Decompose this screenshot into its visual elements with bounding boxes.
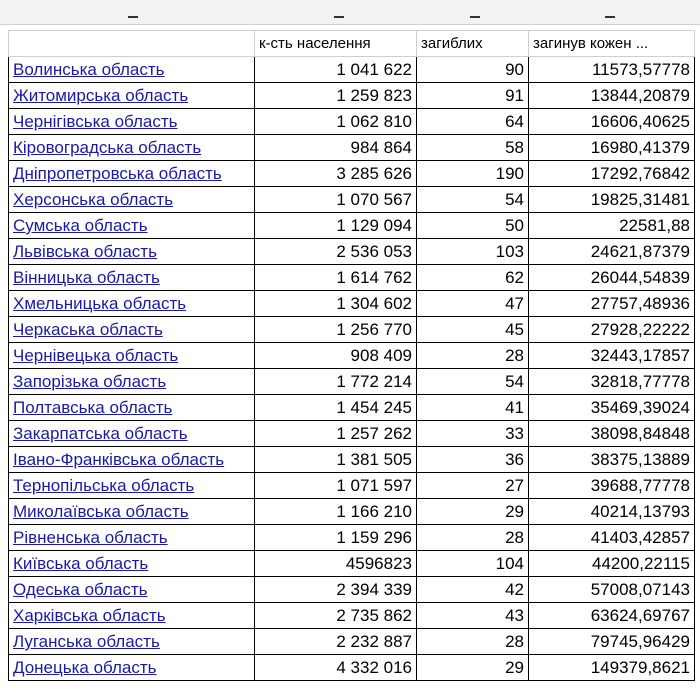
population-cell[interactable]: 1 062 810 xyxy=(255,109,417,135)
ratio-cell[interactable]: 27928,22222 xyxy=(529,317,695,343)
ratio-cell[interactable]: 11573,57778 xyxy=(529,57,695,83)
population-cell[interactable]: 2 536 053 xyxy=(255,239,417,265)
population-cell[interactable]: 1 166 210 xyxy=(255,499,417,525)
column-marker xyxy=(334,16,344,18)
region-link[interactable]: Львівська область xyxy=(9,239,255,265)
deaths-cell[interactable]: 54 xyxy=(417,369,529,395)
deaths-cell[interactable]: 43 xyxy=(417,603,529,629)
column-marker xyxy=(605,16,615,18)
region-link[interactable]: Миколаївська область xyxy=(9,499,255,525)
ratio-cell[interactable]: 27757,48936 xyxy=(529,291,695,317)
ratio-cell[interactable]: 22581,88 xyxy=(529,213,695,239)
population-cell[interactable]: 908 409 xyxy=(255,343,417,369)
ratio-cell[interactable]: 32443,17857 xyxy=(529,343,695,369)
population-cell[interactable]: 2 735 862 xyxy=(255,603,417,629)
ratio-cell[interactable]: 79745,96429 xyxy=(529,629,695,655)
table-row xyxy=(9,291,695,317)
table-row xyxy=(9,655,695,681)
ratio-cell[interactable]: 26044,54839 xyxy=(529,265,695,291)
deaths-cell[interactable]: 50 xyxy=(417,213,529,239)
table-row xyxy=(9,343,695,369)
population-cell[interactable]: 4 332 016 xyxy=(255,655,417,681)
table-row xyxy=(9,421,695,447)
table-row xyxy=(9,447,695,473)
table-row xyxy=(9,109,695,135)
deaths-cell[interactable]: 54 xyxy=(417,187,529,213)
deaths-cell[interactable]: 190 xyxy=(417,161,529,187)
deaths-cell[interactable]: 29 xyxy=(417,655,529,681)
table-row xyxy=(9,551,695,577)
table-row xyxy=(9,395,695,421)
ratio-cell[interactable]: 40214,13793 xyxy=(529,499,695,525)
population-cell[interactable]: 1 070 567 xyxy=(255,187,417,213)
table-row xyxy=(9,317,695,343)
deaths-cell[interactable]: 64 xyxy=(417,109,529,135)
region-link[interactable]: Київська область xyxy=(9,551,255,577)
deaths-cell[interactable]: 103 xyxy=(417,239,529,265)
region-link[interactable]: Тернопільська область xyxy=(9,473,255,499)
ratio-cell[interactable]: 38098,84848 xyxy=(529,421,695,447)
region-link[interactable]: Донецька область xyxy=(9,655,255,681)
deaths-cell[interactable]: 27 xyxy=(417,473,529,499)
table-row xyxy=(9,239,695,265)
table-row xyxy=(9,473,695,499)
region-link[interactable]: Полтавська область xyxy=(9,395,255,421)
header-ratio[interactable]: загинув кожен ... xyxy=(529,31,695,57)
population-cell[interactable]: 4596823 xyxy=(255,551,417,577)
region-link[interactable]: Вінницька область xyxy=(9,265,255,291)
table-row xyxy=(9,629,695,655)
ratio-cell[interactable]: 19825,31481 xyxy=(529,187,695,213)
table-row xyxy=(9,161,695,187)
ratio-cell[interactable]: 16606,40625 xyxy=(529,109,695,135)
deaths-cell[interactable]: 41 xyxy=(417,395,529,421)
deaths-cell[interactable]: 58 xyxy=(417,135,529,161)
region-link[interactable]: Чернівецька область xyxy=(9,343,255,369)
column-header-strip xyxy=(0,0,700,25)
population-cell[interactable]: 1 454 245 xyxy=(255,395,417,421)
header-population[interactable]: к-сть населення xyxy=(255,31,417,57)
population-cell[interactable]: 1 614 762 xyxy=(255,265,417,291)
ratio-cell[interactable]: 44200,22115 xyxy=(529,551,695,577)
population-cell[interactable]: 1 129 094 xyxy=(255,213,417,239)
population-cell[interactable]: 1 772 214 xyxy=(255,369,417,395)
ratio-cell[interactable]: 24621,87379 xyxy=(529,239,695,265)
population-cell[interactable]: 2 232 887 xyxy=(255,629,417,655)
table-row xyxy=(9,213,695,239)
data-table xyxy=(8,30,695,681)
population-cell[interactable]: 984 864 xyxy=(255,135,417,161)
deaths-cell[interactable]: 42 xyxy=(417,577,529,603)
table-row xyxy=(9,187,695,213)
population-cell[interactable]: 1 041 622 xyxy=(255,57,417,83)
ratio-cell[interactable]: 149379,8621 xyxy=(529,655,695,681)
ratio-cell[interactable]: 32818,77778 xyxy=(529,369,695,395)
table-row xyxy=(9,603,695,629)
region-link[interactable]: Волинська область xyxy=(9,57,255,83)
region-link[interactable]: Черкаська область xyxy=(9,317,255,343)
deaths-cell[interactable]: 62 xyxy=(417,265,529,291)
region-link[interactable]: Дніпропетровська область xyxy=(9,161,255,187)
ratio-cell[interactable]: 13844,20879 xyxy=(529,83,695,109)
column-marker xyxy=(470,16,480,18)
ratio-cell[interactable]: 38375,13889 xyxy=(529,447,695,473)
table-row xyxy=(9,525,695,551)
region-link[interactable]: Івано-Франківська область xyxy=(9,447,255,473)
region-link[interactable]: Житомирська область xyxy=(9,83,255,109)
deaths-cell[interactable]: 28 xyxy=(417,343,529,369)
deaths-cell[interactable]: 45 xyxy=(417,317,529,343)
deaths-cell[interactable]: 91 xyxy=(417,83,529,109)
deaths-cell[interactable]: 28 xyxy=(417,629,529,655)
table-row xyxy=(9,265,695,291)
ratio-cell[interactable]: 35469,39024 xyxy=(529,395,695,421)
ratio-cell[interactable]: 63624,69767 xyxy=(529,603,695,629)
population-cell[interactable]: 1 256 770 xyxy=(255,317,417,343)
region-link[interactable]: Харківська область xyxy=(9,603,255,629)
deaths-cell[interactable]: 47 xyxy=(417,291,529,317)
population-cell[interactable]: 2 394 339 xyxy=(255,577,417,603)
deaths-cell[interactable]: 90 xyxy=(417,57,529,83)
table-row xyxy=(9,83,695,109)
deaths-cell[interactable]: 33 xyxy=(417,421,529,447)
deaths-cell[interactable]: 104 xyxy=(417,551,529,577)
header-region[interactable] xyxy=(9,31,255,57)
ratio-cell[interactable]: 17292,76842 xyxy=(529,161,695,187)
column-marker xyxy=(128,16,138,18)
ratio-cell[interactable]: 57008,07143 xyxy=(529,577,695,603)
population-cell[interactable]: 3 285 626 xyxy=(255,161,417,187)
deaths-cell[interactable]: 36 xyxy=(417,447,529,473)
population-cell[interactable]: 1 159 296 xyxy=(255,525,417,551)
region-link[interactable]: Кіровоградська область xyxy=(9,135,255,161)
region-link[interactable]: Чернігівська область xyxy=(9,109,255,135)
table-row xyxy=(9,135,695,161)
region-link[interactable]: Рівненська область xyxy=(9,525,255,551)
deaths-cell[interactable]: 28 xyxy=(417,525,529,551)
population-cell[interactable]: 1 304 602 xyxy=(255,291,417,317)
region-link[interactable]: Сумська область xyxy=(9,213,255,239)
region-link[interactable]: Луганська область xyxy=(9,629,255,655)
ratio-cell[interactable]: 41403,42857 xyxy=(529,525,695,551)
table-row xyxy=(9,369,695,395)
header-deaths[interactable]: загиблих xyxy=(417,31,529,57)
population-cell[interactable]: 1 381 505 xyxy=(255,447,417,473)
deaths-cell[interactable]: 29 xyxy=(417,499,529,525)
table-row xyxy=(9,577,695,603)
region-link[interactable]: Хмельницька область xyxy=(9,291,255,317)
table-row xyxy=(9,499,695,525)
region-link[interactable]: Одеська область xyxy=(9,577,255,603)
population-cell[interactable]: 1 259 823 xyxy=(255,83,417,109)
header-row xyxy=(9,31,695,57)
table-row xyxy=(9,57,695,83)
region-link[interactable]: Херсонська область xyxy=(9,187,255,213)
population-cell[interactable]: 1 071 597 xyxy=(255,473,417,499)
population-cell[interactable]: 1 257 262 xyxy=(255,421,417,447)
ratio-cell[interactable]: 16980,41379 xyxy=(529,135,695,161)
ratio-cell[interactable]: 39688,77778 xyxy=(529,473,695,499)
region-link[interactable]: Закарпатська область xyxy=(9,421,255,447)
region-link[interactable]: Запорізька область xyxy=(9,369,255,395)
